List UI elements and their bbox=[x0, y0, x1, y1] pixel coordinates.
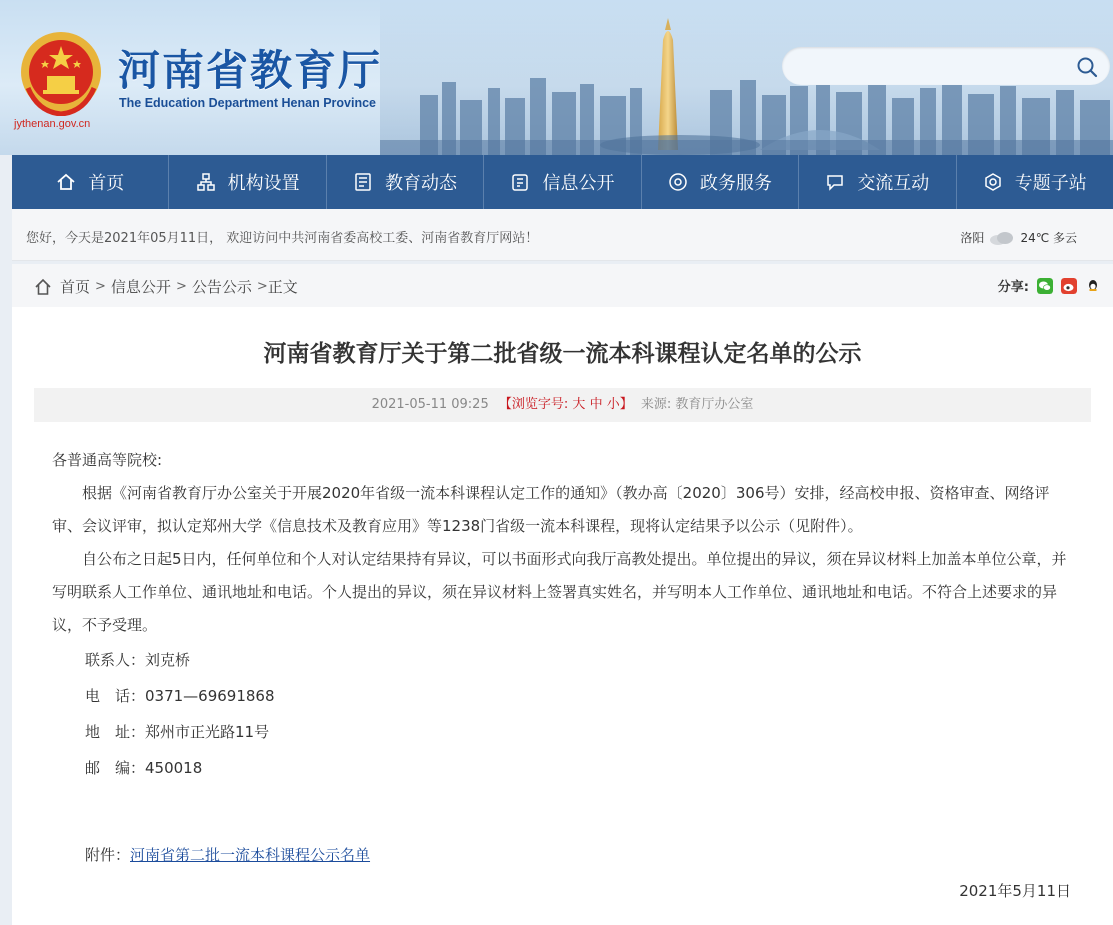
qq-icon[interactable] bbox=[1085, 278, 1101, 294]
weather-widget bbox=[960, 229, 1077, 246]
weibo-icon[interactable] bbox=[1061, 278, 1077, 294]
breadcrumb-current: 正文 bbox=[267, 278, 298, 296]
nav-label: 专题子站 bbox=[1014, 173, 1087, 194]
nav-item-home[interactable] bbox=[12, 155, 169, 209]
cloud-icon bbox=[988, 230, 1016, 246]
salutation: 各普通高等院校: bbox=[52, 451, 163, 469]
nav-item-interaction[interactable] bbox=[799, 155, 956, 209]
font-size-close: 】 bbox=[619, 397, 633, 412]
site-domain: jythenan.gov.cn bbox=[14, 118, 91, 130]
chat-icon bbox=[825, 172, 845, 192]
nav-label: 教育动态 bbox=[385, 173, 458, 194]
nav-label: 政务服务 bbox=[699, 173, 772, 194]
nav-label: 信息公开 bbox=[542, 173, 615, 194]
weather-temp: 24℃ 多云 bbox=[1020, 231, 1077, 245]
breadcrumb bbox=[34, 276, 298, 297]
contact-phone: 电 话：0371—69691868 bbox=[85, 687, 275, 705]
service-icon bbox=[668, 172, 688, 192]
nav-item-organization[interactable] bbox=[169, 155, 326, 209]
article-panel bbox=[12, 307, 1113, 925]
share-bar bbox=[998, 276, 1101, 295]
breadcrumb-home[interactable]: 首页 bbox=[60, 278, 91, 296]
breadcrumb-notices[interactable]: 公告公示 bbox=[191, 278, 252, 296]
nav-item-news[interactable] bbox=[327, 155, 484, 209]
org-chart-icon bbox=[196, 172, 216, 192]
nav-item-special-sites[interactable] bbox=[957, 155, 1113, 209]
share-label: 分享: bbox=[997, 280, 1029, 295]
article-title: 河南省教育厅关于第二批省级一流本科课程认定名单的公示 bbox=[263, 341, 862, 367]
breadcrumb-separator: > bbox=[256, 279, 268, 294]
article-source: 来源: 教育厅办公室 bbox=[640, 397, 754, 412]
wechat-icon[interactable] bbox=[1037, 278, 1053, 294]
signature-date: 2021年5月11日 bbox=[959, 882, 1071, 900]
site-subtitle-english: The Education Department Henan Province bbox=[119, 96, 376, 110]
breadcrumb-separator: > bbox=[175, 279, 187, 294]
search-icon[interactable] bbox=[1076, 56, 1098, 78]
welcome-bar bbox=[12, 209, 1113, 261]
font-size-medium-button[interactable]: 中 bbox=[589, 397, 603, 412]
nav-label: 交流互动 bbox=[857, 173, 930, 194]
home-icon bbox=[56, 172, 76, 192]
contact-address: 地 址：郑州市正光路11号 bbox=[85, 723, 270, 741]
document-icon bbox=[510, 172, 530, 192]
publish-datetime: 2021-05-11 09:25 bbox=[371, 397, 489, 412]
article-meta bbox=[34, 388, 1091, 422]
breadcrumb-bar bbox=[12, 264, 1113, 307]
weather-city: 洛阳 bbox=[960, 231, 985, 245]
contact-postcode: 邮 编：450018 bbox=[85, 759, 203, 777]
site-header bbox=[0, 0, 1113, 155]
font-size-large-button[interactable]: 大 bbox=[572, 397, 586, 412]
site-title[interactable]: 河南省教育厅 bbox=[118, 46, 383, 95]
nav-item-info-disclosure[interactable] bbox=[484, 155, 641, 209]
paragraph-2: 自公布之日起5日内，任何单位和个人对认定结果持有异议，可以书面形式向我厅高教处提出。单位提出的异议，须在异议材料上加盖本单位公章，并写明联系人工作单位、通讯地址和电话。个人提出的异议，须在异议材料上签署真实姓名，并写明本人工作单位、通讯地址和电话。不符合上述要求的异议，不予受理。 bbox=[52, 550, 1067, 634]
attachment bbox=[85, 844, 370, 865]
breadcrumb-separator: > bbox=[95, 279, 106, 294]
font-size-switcher bbox=[499, 397, 633, 412]
font-size-small-button[interactable]: 小 bbox=[606, 397, 620, 412]
breadcrumb-info-disclosure[interactable]: 信息公开 bbox=[110, 278, 171, 296]
font-size-label: 【浏览字号: bbox=[498, 397, 569, 412]
search-input[interactable] bbox=[782, 47, 1110, 85]
news-icon bbox=[353, 172, 373, 192]
contact-person: 联系人：刘克桥 bbox=[85, 651, 191, 669]
welcome-text: 您好，今天是2021年05月11日， 欢迎访问中共河南省委高校工委、河南省教育厅网站！ bbox=[26, 231, 539, 246]
attachment-label: 附件： bbox=[85, 846, 131, 864]
nav-item-gov-services[interactable] bbox=[642, 155, 799, 209]
nav-label: 机构设置 bbox=[227, 173, 300, 194]
attachment-link[interactable]: 河南省第二批一流本科课程公示名单 bbox=[130, 846, 371, 864]
paragraph-1: 根据《河南省教育厅办公室关于开展2020年省级一流本科课程认定工作的通知》（教办高〔2020〕306号）安排，经高校申报、资格审查、网络评审、会议评审，拟认定郑州大学《信息技术及教育应用》等1238门省级一流本科课程，现将认定结果予以公示（见附件）。 bbox=[52, 484, 1050, 535]
main-nav bbox=[12, 155, 1113, 209]
article-body bbox=[52, 444, 1076, 786]
national-emblem-icon bbox=[18, 28, 104, 116]
home-icon bbox=[34, 278, 52, 296]
gear-icon bbox=[983, 172, 1003, 192]
nav-label: 首页 bbox=[88, 173, 125, 194]
